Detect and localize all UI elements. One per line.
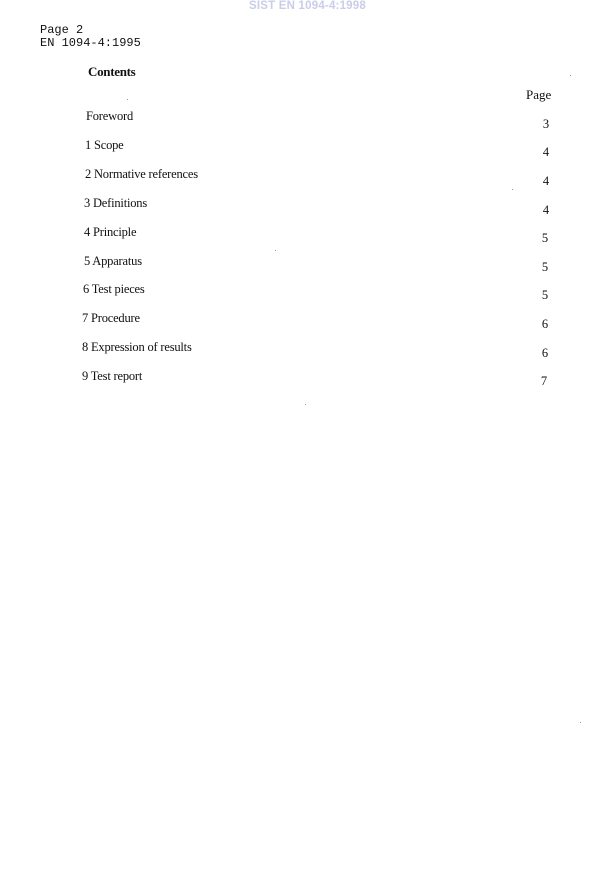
toc-entry-title: 7 Procedure [82,311,140,325]
toc-entry-page: 4 [542,203,550,217]
toc-entry-page: 5 [541,231,549,245]
watermark: SIST EN 1094-4:1998 [249,0,366,12]
toc-entry-page: 6 [541,346,549,360]
toc-entry-page: 5 [541,288,549,302]
toc-entry-title: 2 Normative references [85,167,198,181]
toc-entry-title: 3 Definitions [84,196,148,210]
toc-entry-title: Foreword [86,109,134,123]
toc-entry-title: 5 Apparatus [84,254,142,268]
toc-entry-title: 6 Test pieces [83,282,145,296]
toc-entry-page: 7 [540,374,548,388]
scan-speck [512,189,513,190]
toc-entry-page: 6 [541,317,549,331]
scan-speck [580,722,581,723]
toc-entry-title: 4 Principle [84,225,137,239]
toc-entry-title: 9 Test report [82,369,143,383]
standard-id-header: EN 1094-4:1995 [40,36,141,50]
toc-entry-title: 8 Expression of results [82,340,192,354]
toc-entry-page: 3 [542,117,550,131]
toc-entry-page: 4 [542,145,550,159]
toc-entry-page: 5 [541,260,549,274]
scan-speck [305,404,306,405]
scan-speck [127,99,128,100]
page-column-heading: Page [526,87,552,102]
contents-heading: Contents [88,64,136,79]
toc-entry-title: 1 Scope [85,138,124,152]
toc-entry-page: 4 [542,174,550,188]
page-number-header: Page 2 [40,23,84,37]
scan-speck [570,75,571,76]
scan-speck [275,250,276,251]
